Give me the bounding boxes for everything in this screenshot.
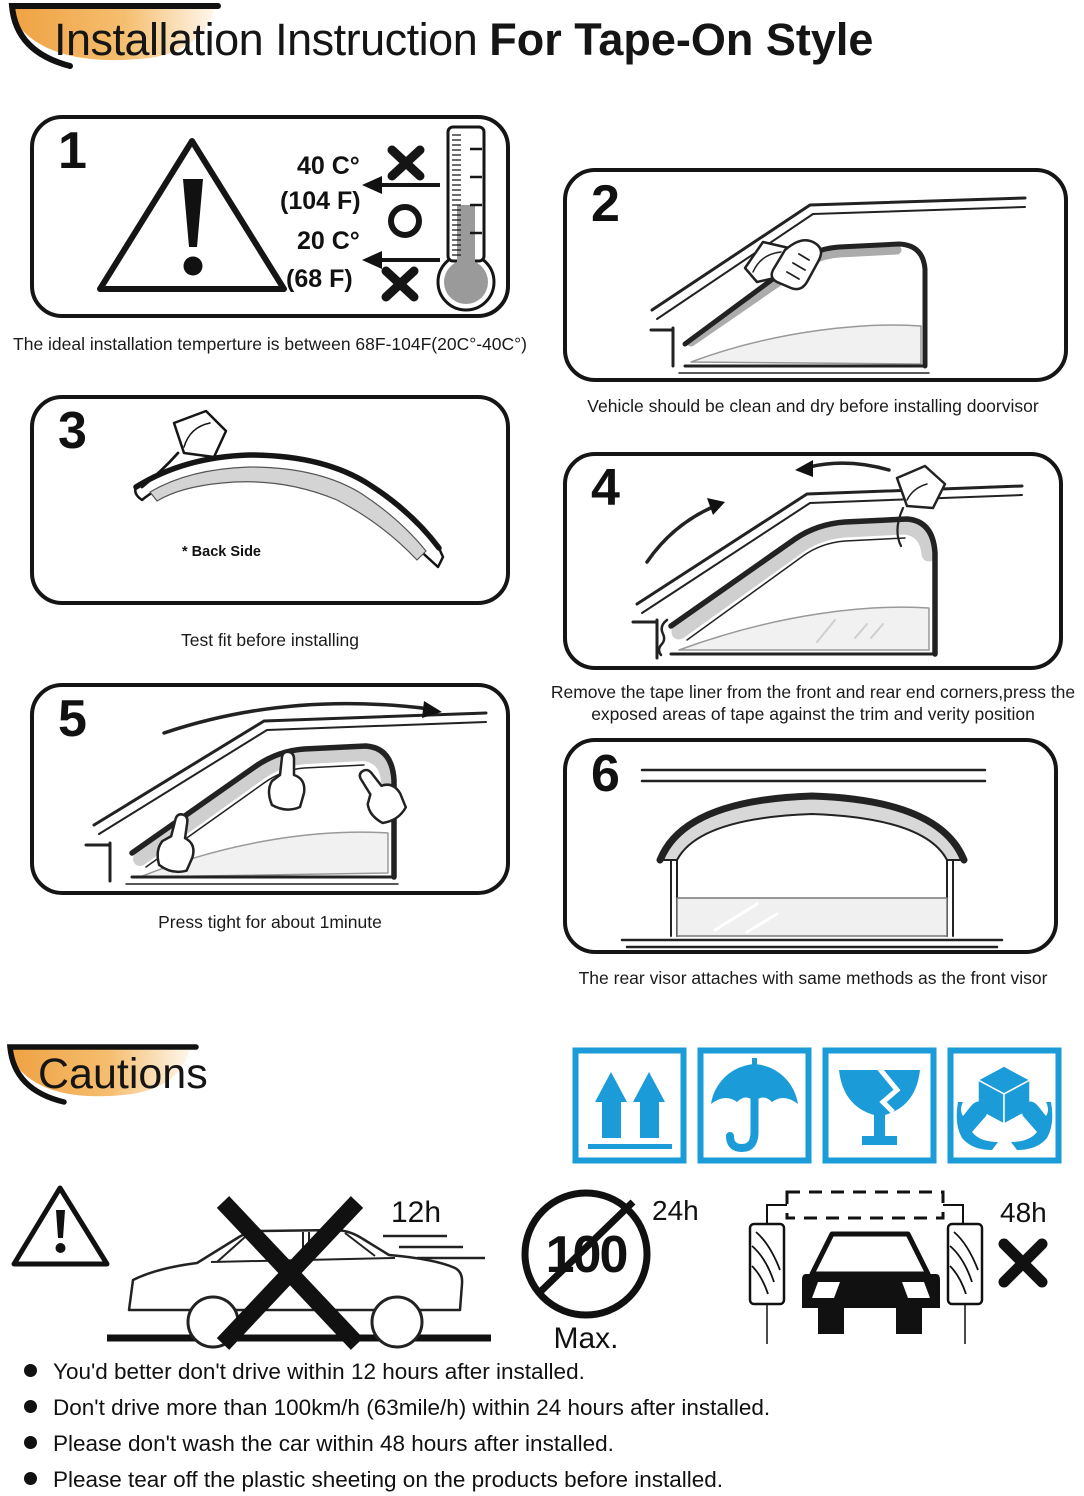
bullet-dot-icon [24, 1364, 37, 1377]
no-driving-illustration [95, 1192, 500, 1354]
step-number: 2 [591, 175, 620, 233]
this-side-up-icon [571, 1046, 688, 1165]
bullet-dot-icon [24, 1472, 37, 1485]
step-4-illustration [567, 456, 1059, 666]
arrow-left-icon [795, 460, 813, 477]
step-2-illustration [567, 172, 1064, 378]
step-6-caption: The rear visor attaches with same methods as the front visor [578, 968, 1048, 988]
handling-icons-row [571, 1046, 1063, 1165]
step-number: 5 [58, 690, 87, 748]
arrow-left-icon [362, 176, 382, 194]
step-number: 3 [58, 402, 87, 460]
page-title-main: Installation Instruction [54, 14, 490, 65]
step-2-caption: Vehicle should be clean and dry before installing doorvisor [587, 396, 1039, 416]
speed-limit-illustration [518, 1182, 714, 1354]
temp-low-f-label: (68 F) [286, 265, 353, 293]
step-number: 4 [591, 459, 620, 517]
step-1-illustration [34, 119, 506, 314]
wiping-hand-icon [745, 240, 821, 289]
step-6-panel [563, 738, 1058, 954]
bullet-text: You'd better don't drive within 12 hours after installed. [53, 1359, 585, 1384]
back-side-label: * Back Side [182, 544, 261, 560]
no-carwash-illustration [742, 1182, 1084, 1352]
list-item [16, 1430, 1076, 1457]
thermometer-icon [438, 127, 494, 310]
speed-limit-value: 100 [545, 1226, 627, 1284]
x-mark-icon [392, 150, 420, 176]
step-6-illustration [567, 742, 1054, 950]
carwash-side-brush-icon [948, 1224, 982, 1344]
step-5-panel [30, 683, 510, 895]
speed-hours-label: 24h [652, 1195, 699, 1226]
carwash-side-brush-icon [750, 1224, 784, 1344]
step-4-caption: Remove the tape liner from the front and rear end corners,press the exposed areas of tape against the trim and verity position [550, 682, 1076, 724]
step-3-panel [30, 395, 510, 605]
step-number: 1 [58, 122, 87, 180]
keep-dry-icon [696, 1046, 813, 1165]
carwash-top-brush-icon [787, 1192, 943, 1218]
x-mark-icon [1004, 1244, 1042, 1282]
page-title [54, 14, 873, 66]
temp-low-label: 20 C° [297, 227, 360, 255]
bullet-dot-icon [24, 1400, 37, 1413]
no-wash-hours-label: 48h [1000, 1197, 1047, 1228]
car-front-icon [802, 1234, 940, 1334]
step-3-caption: Test fit before installing [180, 630, 359, 650]
no-drive-hours-label: 12h [391, 1196, 442, 1229]
cautions-heading: Cautions [38, 1050, 208, 1098]
cautions-bullet-list [16, 1358, 1076, 1496]
step-3-illustration [34, 399, 506, 601]
list-item [16, 1466, 1076, 1493]
temp-high-f-label: (104 F) [280, 187, 361, 215]
step-1-caption: The ideal installation temperture is between 68F-104F(20C°-40C°) [13, 334, 527, 354]
x-mark-icon [386, 271, 414, 297]
step-5-illustration [34, 687, 506, 891]
step-1-panel [30, 115, 510, 318]
list-item [16, 1394, 1076, 1421]
temp-high-label: 40 C° [297, 152, 360, 180]
page-title-style: For Tape-On Style [489, 14, 874, 65]
arrow-left-icon [362, 251, 382, 269]
fragile-icon [821, 1046, 938, 1165]
step-2-panel [563, 168, 1068, 382]
handle-with-care-icon [946, 1046, 1063, 1165]
step-4-panel [563, 452, 1063, 670]
speed-max-label: Max. [553, 1322, 619, 1354]
ok-circle-icon [391, 207, 419, 235]
bullet-text: Don't drive more than 100km/h (63mile/h) within 24 hours after installed. [53, 1395, 771, 1420]
step-number: 6 [591, 745, 620, 803]
visor-clip-icon [659, 620, 667, 655]
bullet-text: Please don't wash the car within 48 hours after installed. [53, 1431, 614, 1456]
bullet-text: Please tear off the plastic sheeting on the products before installed. [53, 1467, 724, 1492]
list-item [16, 1358, 1076, 1385]
bullet-dot-icon [24, 1436, 37, 1449]
step-5-caption: Press tight for about 1minute [158, 912, 382, 932]
